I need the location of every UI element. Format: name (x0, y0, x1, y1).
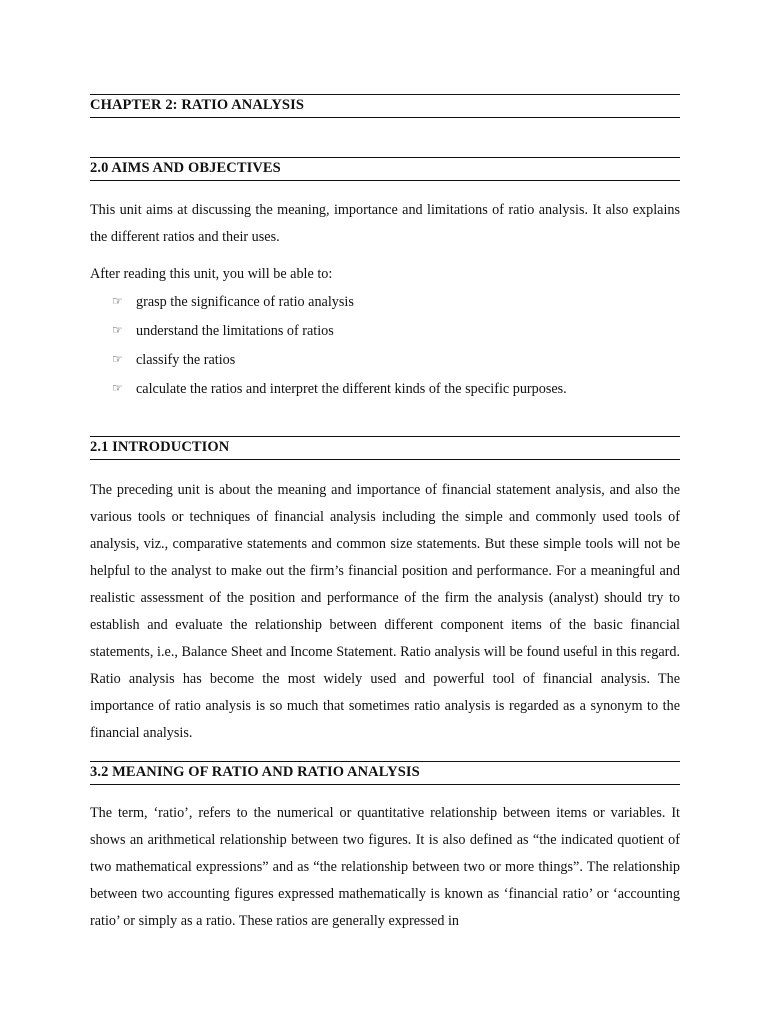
pointing-hand-icon: ☞ (112, 352, 123, 366)
list-item (108, 375, 567, 404)
list-item-text: understand the limitations of ratios (136, 323, 334, 339)
list-item (108, 317, 567, 346)
list-item-text: classify the ratios (136, 352, 236, 368)
pointing-hand-icon: ☞ (112, 323, 123, 337)
pointing-hand-icon: ☞ (112, 381, 123, 395)
list-item-text: calculate the ratios and interpret the different kinds of the specific purposes. (136, 381, 567, 397)
chapter-heading: CHAPTER 2: RATIO ANALYSIS (90, 94, 680, 118)
meaning-heading: 3.2 MEANING OF RATIO AND RATIO ANALYSIS (90, 761, 680, 785)
aims-lead-text: After reading this unit, you will be able to: (90, 266, 333, 282)
introduction-heading: 2.1 INTRODUCTION (90, 436, 680, 460)
list-item (108, 288, 567, 317)
pointing-hand-icon: ☞ (112, 294, 123, 308)
list-item-text: grasp the significance of ratio analysis (136, 294, 354, 310)
introduction-paragraph: The preceding unit is about the meaning and importance of financial statement analysis, and also the various tools or techniques of financial analysis including the simple and commonly used tools of analysis, viz., comparative statements and common size statements. But these simple tools will not be helpful to the analyst to make out the firm’s financial position and performance. For a meaningful and realistic assessment of the position and performance of the firm the analysis (analyst) should try to establish and evaluate the relationship between different component items of the basic financial statements, i.e., Balance Sheet and Income Statement. Ratio analysis will be found useful in this regard. Ratio analysis has become the most widely used and powerful tool of financial analysis. The importance of ratio analysis is so much that sometimes ratio analysis is regarded as a synonym to the financial analysis. (90, 482, 680, 741)
aims-intro-paragraph: This unit aims at discussing the meaning, importance and limitations of ratio analysis. It also explains the different ratios and their uses. (90, 202, 680, 245)
objectives-list (108, 288, 567, 404)
aims-heading: 2.0 AIMS AND OBJECTIVES (90, 157, 680, 181)
meaning-paragraph: The term, ‘ratio’, refers to the numerical or quantitative relationship between items or variables. It shows an arithmetical relationship between two figures. It is also defined as “the indicated quotient of two mathematical expressions” and as “the relationship between two or more things”. The relationship between two accounting figures expressed mathematically is known as ‘financial ratio’ or ‘accounting ratio’ or simply as a ratio. These ratios are generally expressed in (90, 805, 680, 929)
list-item (108, 346, 567, 375)
